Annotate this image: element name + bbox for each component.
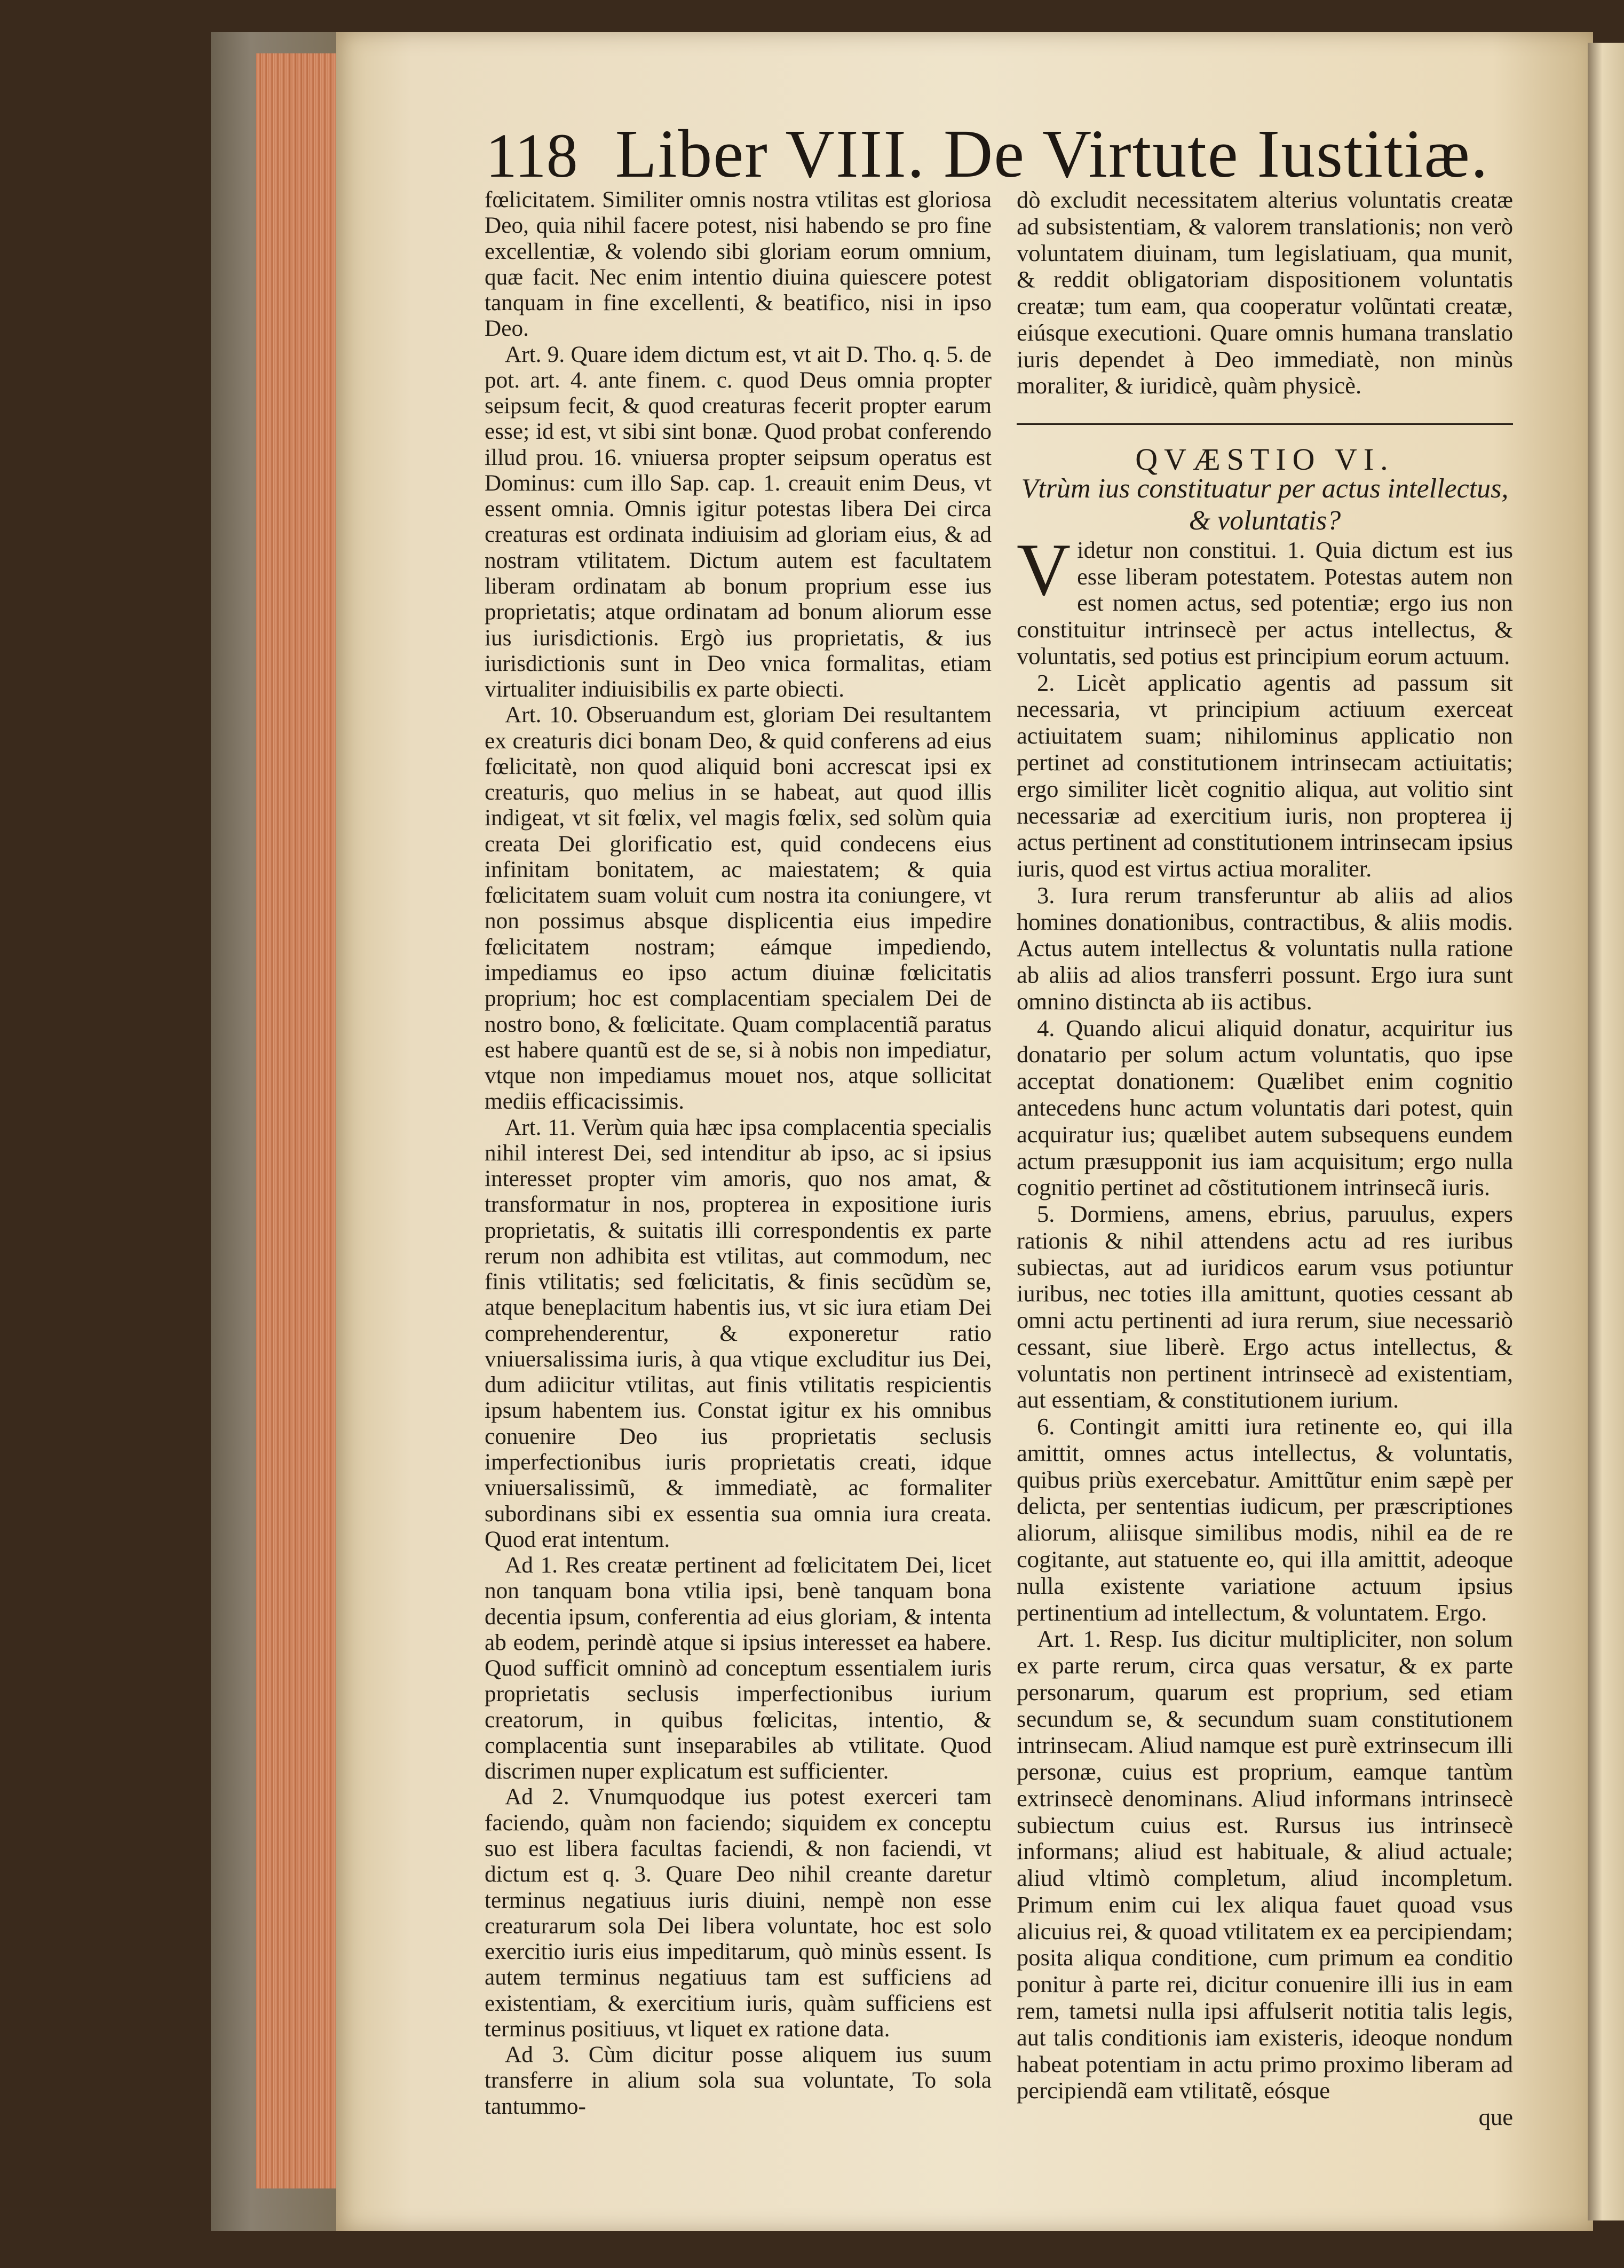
paragraph: 4. Quando alicui aliquid donatur, acquiritur ius donatario per solum actum voluntatis, quo ipse acceptat donationem: Quælibet enim cognitio antecedens hunc actum voluntatis dari potest, quin acquiratur ius; quælibet autem subsequens eundem actum præsupponit ius iam acquisitum; ergo nulla cognitio pertinet ad cõstitutionem intrinsecã iuris. bbox=[1017, 1014, 1513, 1201]
question-title: QVÆSTIO VI. bbox=[1135, 442, 1395, 477]
running-title: Liber VIII. De Virtute Iustitiæ. bbox=[615, 116, 1489, 192]
paragraph: Art. 1. Resp. Ius dicitur multipliciter, non solum ex parte rerum, circa quas versatur, & ex parte personarum, quarum est proprium, sed etiam secundum se, & secundum suam constitutionem intrinsecam. Aliud namque est purè extrinsecum illi personæ, cuius est proprium, eamque tantùm extrinsecè denominans. Aliud informans intrinsecè subiectum cuius est. Rursus ius intrinsecè informans; aliud est habituale, & aliud actuale; aliud vltimò completum, aliud incompletum. Primum enim cui lex aliqua fauet quoad vsus alicuius rei, & quoad vtilitatem ex ea percipiendam; posita aliqua conditione, cum primum ea conditio ponitur à parte rei, dicitur conuenire illi ius in eam rem, tametsi nulla ipsi affulserit notitia talis legis, aut talis conditionis iam existeris, ideoque nondum habeat potentiam in actu primo proximo liberam ad percipiendã eam vtilitatẽ, eósque bbox=[1017, 1625, 1513, 2104]
paragraph: Art. 10. Obseruandum est, gloriam Dei resultantem ex creaturis dici bonam Deo, & quid conferens ad eius fœlicitatè, non quod aliquid boni accrescat ipsi ex creaturis, quo melius in se habeat, aut quod illis indigeat, vt sit fœlix, vel magis fœlix, sed solùm quia creata Dei glorificatio est, quid condecens eius infinitam bonitatem, ac maiestatem; & quia fœlicitatem suam voluit cum nostra ita coniungere, vt non possimus absque displicentia eius impedire fœlicitatem nostram; eámque impediendo, impediamus eo ipso actum diuinæ fœlicitatis proprium; hoc est complacentiam specialem Dei de nostro bono, & fœlicitate. Quam complacentiã paratus est habere quantũ est de se, si à nobis non impediatur, vtque non impediamus mouet nos, atque sollicitat mediis efficacissimis. bbox=[485, 702, 992, 1115]
question-subtitle: Vtrùm ius constituatur per actus intellectus, & voluntatis? bbox=[1021, 473, 1509, 536]
catchword: que bbox=[1478, 2104, 1513, 2131]
paragraph: Art. 9. Quare idem dictum est, vt ait D. Tho. q. 5. de pot. art. 4. ante finem. c. quod Deus omnia propter seipsum fecit, & quod creaturas fecerit propter earum esse; id est, vt sibi sint bonæ. Quod probat conferendo illud prou. 16. vniuersa propter seipsum operatus est Dominus: cum illo Sap. cap. 1. creauit enim Deus, vt essent omnia. Omnis igitur potestas libera Dei circa creaturas est ordinata indiuisim ad gloriam eius, & ad nostram vtilitatem. Dictum autem est facultatem liberam ordinatam ab bonum proprium esse ius proprietatis; atque ordinatam ad bonum aliorum esse ius iurisdictionis. Ergò ius proprietatis, & ius iurisdictionis sunt in Deo vnica formalitas, etiam virtualiter indiuisibilis ex parte obiecti. bbox=[485, 341, 992, 702]
page-edges bbox=[256, 53, 348, 2188]
paragraph: fœlicitatem. Similiter omnis nostra vtilitas est gloriosa Deo, quia nihil facere potest, nisi habendo se pro fine excellentiæ, & volendo sibi gloriam eorum omnium, quæ facit. Nec enim intentio diuina quiescere potest tanquam in fine excellenti, & beatifico, nisi in ipso Deo. bbox=[485, 187, 992, 342]
left-column bbox=[485, 187, 992, 2119]
paragraph: Ad 3. Cùm dicitur posse aliquem ius suum transferre in alium sola sua voluntate, To sola tantummo- bbox=[485, 2042, 992, 2119]
page-header bbox=[486, 115, 1526, 195]
paragraph: 6. Contingit amitti iura retinente eo, qui illa amittit, omnes actus intellectus, & voluntatis, quibus priùs exercebatur. Amittũtur enim sæpè per delicta, per sententias iudicum, per præscriptiones aliorum, aliisque similibus modis, nihil ea de re cogitante, aut statuente eo, qui illa amittit, adeoque nulla existente variatione actuum ipsius pertinentium ad intellectum, & voluntatem. Ergo. bbox=[1017, 1413, 1513, 1626]
section-divider bbox=[1017, 423, 1513, 425]
paragraph: dò excludit necessitatem alterius voluntatis creatæ ad subsistentiam, & valorem translationis; non verò voluntatem diuinam, tum legislatiuam, qua munit, & reddit obligatoriam dispositionem voluntatis creatæ; tum eam, qua cooperatur volũntati creatæ, eiúsque executioni. Quare omnis humana translatio iuris dependet à Deo immediatè, non minùs moraliter, & iuridicè, quàm physicè. bbox=[1017, 186, 1513, 399]
paragraph: 2. Licèt applicatio agentis ad passum sit necessaria, vt principium actiuum exerceat actiuitatem suam; nihilominus applicatio non pertinet ad constitutionem intrinsecam actiuitatis; ergo similiter licèt cognitio aliqua, aut volitio sint necessariæ ad exercitium iuris, non propterea ij actus pertinent ad constitutionem intrinsecam ipsius iuris, quod est virtus actiua moraliter. bbox=[1017, 669, 1513, 882]
paragraph: 3. Iura rerum transferuntur ab aliis ad alios homines donationibus, contractibus, & aliis modis. Actus autem intellectus & voluntatis nulla ratione ab aliis ad alios transferri possunt. Ergo iura sunt omnino distincta ab iis actibus. bbox=[1017, 881, 1513, 1015]
page-number: 118 bbox=[486, 121, 578, 191]
facing-page-edge bbox=[1588, 43, 1624, 2220]
paragraph: Ad 1. Res creatæ pertinent ad fœlicitatem Dei, licet non tanquam bona vtilia ipsi, benè tanquam bona decentia ipsum, conferentia ad eius gloriam, & intenta ab eodem, perindè atque si ipsius interesset ea habere. Quod sufficit omninò ad conceptum essentialem iuris proprietatis seclusis imperfectionibus iurium creatorum, in quibus fœlicitas, intentio, & complacentia sunt inseparabiles ab vtilitate. Quod discrimen nuper explicatum est sufficienter. bbox=[485, 1552, 992, 1784]
paragraph: Ad 2. Vnumquodque ius potest exerceri tam faciendo, quàm non faciendo; siquidem ex conceptu suo est libera facultas faciendi, & non faciendi, vt dictum est q. 3. Quare Deo nihil creante daretur terminus negatiuus iuris diuini, nempè non esse creaturarum sola Dei libera voluntate, hoc est solo exercitio iuris eius impeditarum, quò minùs essent. Is autem terminus negatiuus tam est sufficiens ad existentiam, & exercitium iuris, quàm sufficiens est terminus positiuus, vt liquet ex ratione data. bbox=[485, 1784, 992, 2042]
right-column bbox=[1017, 187, 1513, 2131]
paragraph: 5. Dormiens, amens, ebrius, paruulus, expers rationis & nihil attendens actu ad res iuribus subiectas, aut ad iuridicos earum vsus potiuntur iuribus, nec toties illa amittunt, quoties cessant ab omni actu pertinenti ad iura rerum, siue necessariò cessant, siue liberè. Ergo actus intellectus, & voluntatis non pertinent intrinsecè ad existentiam, aut essentiam, & constitutionem iurium. bbox=[1017, 1200, 1513, 1413]
paragraph: Videtur non constitui. 1. Quia dictum est ius esse liberam potestatem. Potestas autem non est nomen actus, sed potentiæ; ergo ius non constituitur intrinsecè per actus intellectus, & voluntatis, sed potius est principium eorum actuum. bbox=[1017, 528, 1513, 669]
paragraph: Art. 11. Verùm quia hæc ipsa complacentia specialis nihil interest Dei, sed intenditur ab ipso, ac si ipsius interesset propter vim amoris, quo nos amat, & transformatur in nos, propterea in expositione iuris proprietatis, & suitatis illi correspondentis ex parte rerum non adhibita est vtilitas, aut commodum, nec finis vtilitatis; sed fœlicitatis, & finis secũdùm se, atque beneplacitum habentis ius, vt sic iura etiam Dei comprehenderentur, & exponeretur ratio vniuersalissima iuris, à qua vtique excluditur ius Dei, dum adiicitur vtilitas, aut finis vtilitatis respicientis ipsum habentem ius. Constat igitur ex his omnibus conuenire Deo ius proprietatis seclusis imperfectionibus iuris proprietatis creati, idque vniuersalissimũ, & immediatè, ac formaliter subordinans sibi ex essentia sua omnia iura creata. Quod erat intentum. bbox=[485, 1114, 992, 1552]
